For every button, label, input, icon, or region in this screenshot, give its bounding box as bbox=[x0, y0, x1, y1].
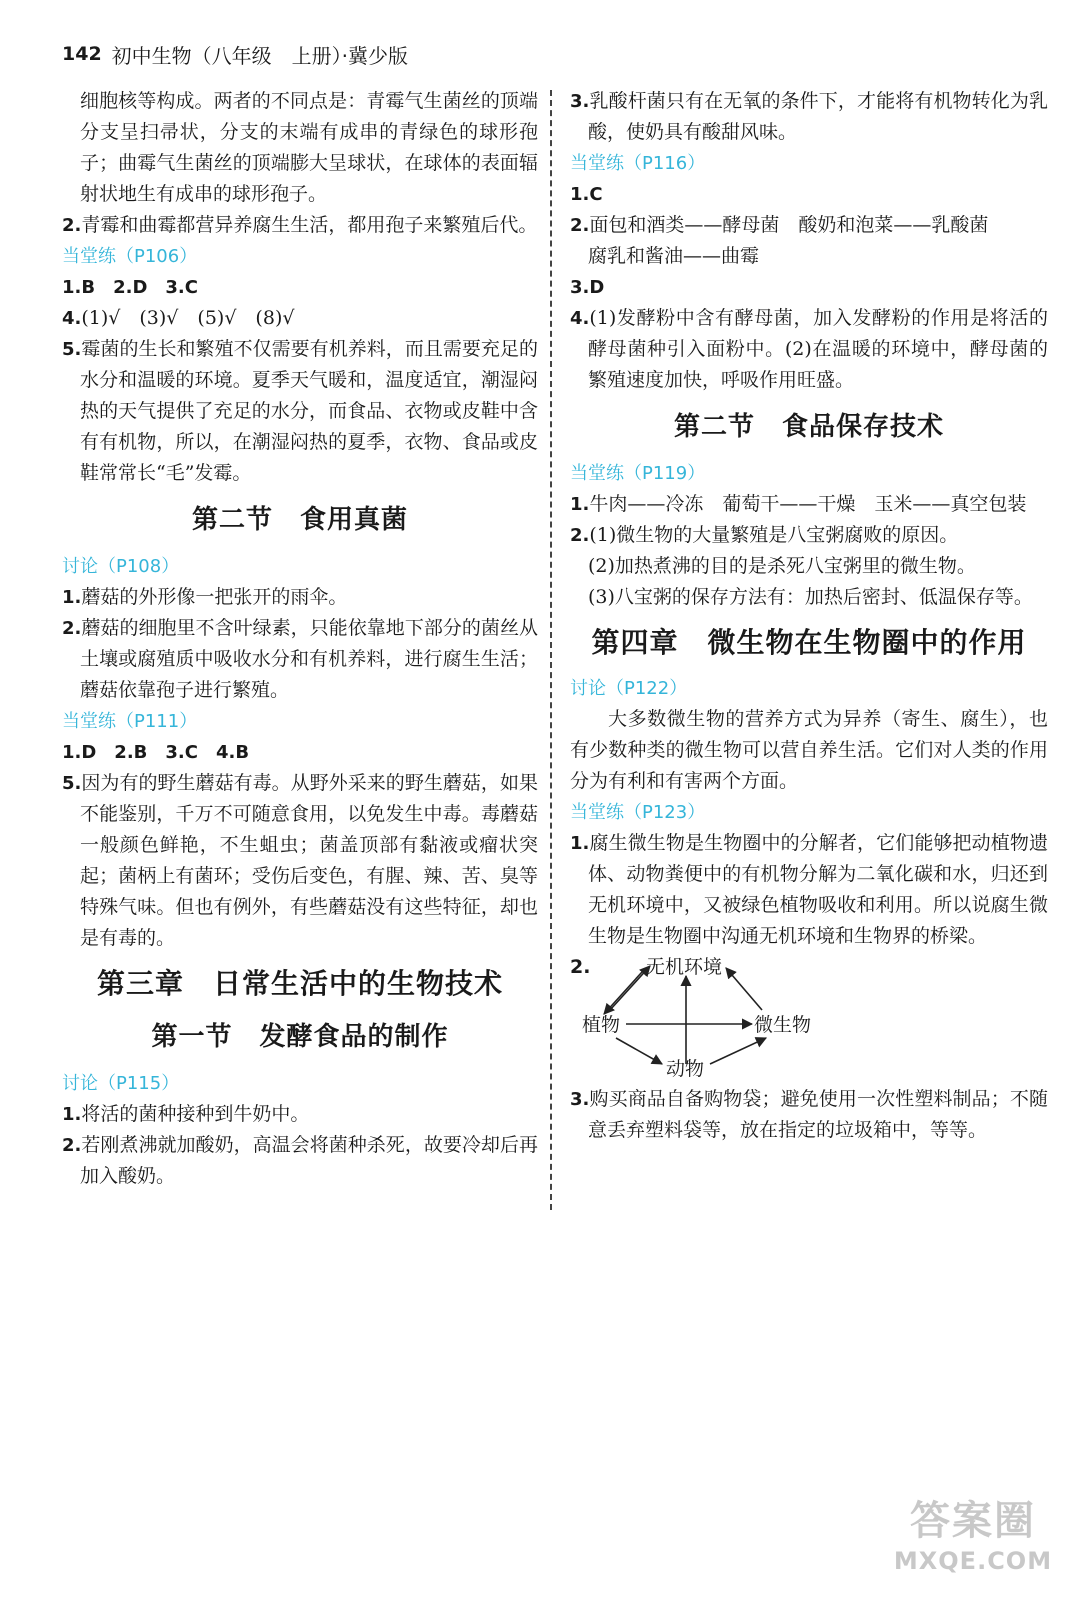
answer-item-continued: (2)加热煮沸的目的是杀死八宝粥里的微生物。 bbox=[588, 555, 976, 577]
arrow-plant-to-environment bbox=[610, 966, 650, 1010]
chapter-heading: 第三章 日常生活中的生物技术 bbox=[96, 967, 503, 1000]
answer-item: 3.购买商品自备购物袋；避免使用一次性塑料制品；不随意丢弃塑料袋等，放在指定的垃圾箱中，等等。 bbox=[570, 1088, 1048, 1141]
diagram-item-number: 2. bbox=[570, 956, 591, 978]
section-heading: 第二节 食品保存技术 bbox=[673, 412, 944, 442]
node-microbe: 微生物 bbox=[754, 1014, 812, 1036]
answer-line: 1.B 2.D 3.C bbox=[62, 277, 198, 298]
arrow-environment-to-plant bbox=[604, 972, 642, 1014]
answer-item: 5.因为有的野生蘑菇有毒。从野外采来的野生蘑菇，如果不能鉴别，千万不可随意食用，以免发生中毒。毒蘑菇一般颜色鲜艳，不生蛆虫；菌盖顶部有黏液或瘤状突起；菌柄上有菌环；受伤后变色，有腥、辣、苦、臭等特殊气味。但也有例外，有些蘑菇没有这些特征，却也是有毒的。 bbox=[62, 772, 538, 949]
answer-item: 1.腐生微生物是生物圈中的分解者，它们能够把动植物遗体、动物粪便中的有机物分解为二氧化碳和水，归还到无机环境中，又被绿色植物吸收和利用。所以说腐生微生物是生物圈中沟通无机环境和生物界的桥梁。 bbox=[570, 832, 1048, 947]
discussion-tag: 讨论（P108） bbox=[62, 556, 180, 577]
cycle-diagram bbox=[570, 954, 1048, 1080]
answer-item: 2.蘑菇的细胞里不含叶绿素，只能依靠地下部分的菌丝从土壤或腐殖质中吸收水分和有机养料，进行腐生生活；蘑菇依靠孢子进行繁殖。 bbox=[62, 617, 538, 701]
answer-item: 4.(1)发酵粉中含有酵母菌，加入发酵粉的作用是将活的酵母菌种引入面粉中。(2)在温暖的环境中，酵母菌的繁殖速度加快，呼吸作用旺盛。 bbox=[570, 307, 1048, 391]
arrow-plant-to-animal bbox=[616, 1038, 662, 1064]
continued-paragraph: 细胞核等构成。两者的不同点是：青霉气生菌丝的顶端分支呈扫帚状，分支的末端有成串的青绿色的球形孢子；曲霉气生菌丝的顶端膨大呈球状，在球体的表面辐射状地生有成串的球形孢子。 bbox=[80, 90, 538, 205]
discussion-tag: 讨论（P115） bbox=[62, 1073, 180, 1094]
right-column bbox=[570, 86, 1048, 1146]
node-animal: 动物 bbox=[666, 1058, 705, 1080]
answer-line: 1.D 2.B 3.C 4.B bbox=[62, 742, 250, 763]
answer-item: 1.牛肉——冷冻 葡萄干——干燥 玉米——真空包装 bbox=[570, 493, 1027, 515]
exercise-tag: 当堂练（P106） bbox=[62, 246, 198, 267]
arrow-animal-to-microbe bbox=[710, 1038, 766, 1064]
answer-item: 2.(1)微生物的大量繁殖是八宝粥腐败的原因。 bbox=[570, 524, 959, 546]
node-environment: 无机环境 bbox=[646, 956, 723, 978]
node-plant: 植物 bbox=[582, 1014, 621, 1036]
chapter-heading: 第四章 微生物在生物圈中的作用 bbox=[591, 626, 1027, 659]
answer-item: 1.将活的菌种接种到牛奶中。 bbox=[62, 1103, 310, 1125]
section-heading: 第一节 发酵食品的制作 bbox=[151, 1022, 449, 1052]
section-heading: 第二节 食用真菌 bbox=[191, 505, 408, 535]
answer-item: 3.乳酸杆菌只有在无氧的条件下，才能将有机物转化为乳酸，使奶具有酸甜风味。 bbox=[570, 90, 1048, 143]
answer-item: 2.青霉和曲霉都营异养腐生生活，都用孢子来繁殖后代。 bbox=[62, 214, 538, 236]
answer-item: 5.霉菌的生长和繁殖不仅需要有机养料，而且需要充足的水分和温暖的环境。夏季天气暖和，温度适宜，潮湿闷热的天气提供了充足的水分，而食品、衣物或皮鞋中含有有机物，所以，在潮湿闷热的夏季，衣物、食品或皮鞋常常长“毛”发霉。 bbox=[62, 338, 538, 484]
discussion-paragraph: 大多数微生物的营养方式为异养（寄生、腐生），也有少数种类的微生物可以营自养生活。它们对人类的作用分为有利和有害两个方面。 bbox=[570, 708, 1048, 792]
answer-item: 2.若刚煮沸就加酸奶，高温会将菌种杀死，故要冷却后再加入酸奶。 bbox=[62, 1134, 538, 1187]
book-title: 初中生物（八年级 上册）·冀少版 bbox=[111, 43, 409, 68]
answer-item: 1.蘑菇的外形像一把张开的雨伞。 bbox=[62, 586, 348, 608]
answer-item: 2.面包和酒类——酵母菌 酸奶和泡菜——乳酸菌 bbox=[570, 214, 989, 236]
page-number: 142 bbox=[62, 43, 102, 65]
answer-line: 3.D bbox=[570, 277, 605, 298]
watermark bbox=[883, 1496, 1063, 1586]
arrow-microbe-to-environment bbox=[726, 968, 762, 1010]
answer-line: 1.C bbox=[570, 184, 603, 205]
exercise-tag: 当堂练（P111） bbox=[62, 711, 198, 732]
answer-item-continued: (3)八宝粥的保存方法有：加热后密封、低温保存等。 bbox=[588, 586, 1033, 608]
watermark-url: MXQE.COM bbox=[893, 1547, 1053, 1575]
discussion-tag: 讨论（P122） bbox=[570, 678, 688, 699]
exercise-tag: 当堂练（P119） bbox=[570, 463, 706, 484]
page-header bbox=[62, 38, 408, 70]
answer-item: 4.(1)√ (3)√ (5)√ (8)√ bbox=[62, 307, 295, 329]
exercise-tag: 当堂练（P116） bbox=[570, 153, 706, 174]
answer-item-continued: 腐乳和酱油——曲霉 bbox=[588, 245, 760, 267]
column-divider bbox=[550, 90, 552, 1210]
left-column bbox=[62, 86, 538, 1192]
watermark-logo: 答案圈 bbox=[910, 1498, 1036, 1544]
exercise-tag: 当堂练（P123） bbox=[570, 802, 706, 823]
